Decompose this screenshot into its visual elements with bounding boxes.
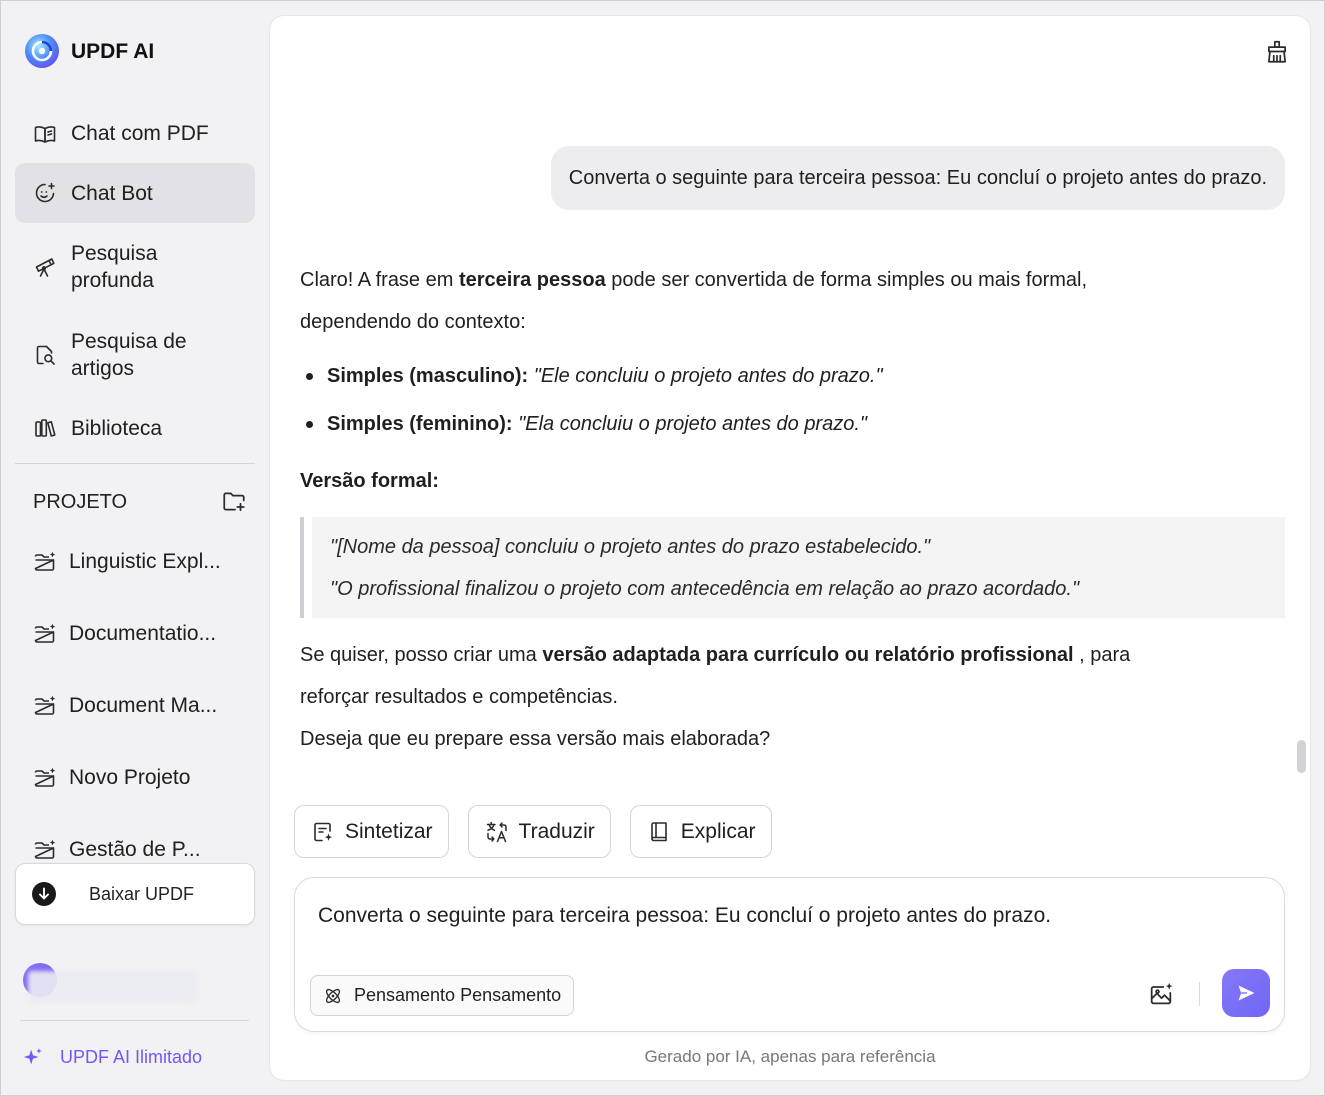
download-icon bbox=[32, 882, 56, 906]
project-item[interactable] bbox=[15, 598, 255, 670]
upgrade-label: UPDF AI Ilimitado bbox=[60, 1047, 203, 1067]
project-item[interactable] bbox=[15, 670, 255, 742]
project-name: Linguistic Expl... bbox=[69, 550, 221, 573]
folder-sparkle-icon bbox=[33, 694, 57, 718]
book-icon bbox=[647, 820, 671, 844]
message-input[interactable] bbox=[318, 900, 1258, 934]
nav-item-biblioteca[interactable] bbox=[15, 398, 255, 458]
action-label: Sintetizar bbox=[345, 819, 433, 843]
app-title: UPDF AI bbox=[71, 40, 155, 63]
project-item[interactable] bbox=[15, 742, 255, 814]
composer-divider bbox=[1199, 982, 1200, 1006]
chat-panel bbox=[270, 16, 1310, 1080]
library-icon bbox=[33, 416, 57, 440]
translate-icon bbox=[485, 820, 509, 844]
send-button[interactable] bbox=[1222, 969, 1270, 1017]
project-list bbox=[15, 526, 255, 861]
nav-label-line: artigos bbox=[71, 356, 135, 380]
chatbot-icon bbox=[33, 181, 57, 205]
thinking-label: Pensamento Pensamento bbox=[354, 985, 562, 1005]
document-search-icon bbox=[33, 343, 57, 367]
response-bullet bbox=[300, 403, 883, 445]
response-bullet bbox=[300, 355, 883, 397]
response-offer bbox=[300, 634, 1130, 760]
response-text: Se quiser, posso criar uma bbox=[300, 644, 543, 666]
telescope-icon bbox=[33, 255, 57, 279]
nav-label-line: Pesquisa de bbox=[71, 329, 187, 353]
scrollbar-thumb[interactable] bbox=[1297, 740, 1306, 773]
send-icon bbox=[1234, 981, 1258, 1005]
summarize-icon bbox=[311, 820, 335, 844]
thinking-toggle[interactable] bbox=[310, 975, 574, 1016]
main-nav bbox=[15, 104, 255, 458]
response-bold: terceira pessoa bbox=[458, 269, 606, 291]
broom-icon[interactable] bbox=[1264, 39, 1290, 65]
nav-item-label: Chat com PDF bbox=[71, 122, 209, 145]
user-name-redacted bbox=[28, 971, 198, 1003]
project-name: Documentatio... bbox=[69, 622, 217, 645]
project-name: Gestão de P... bbox=[69, 838, 201, 861]
response-bold: versão adaptada para currículo ou relatório profissional bbox=[542, 644, 1074, 666]
response-question: Deseja que eu prepare essa versão mais elaborada? bbox=[300, 728, 771, 750]
sidebar-divider bbox=[15, 463, 255, 464]
explicar-button[interactable] bbox=[630, 805, 772, 858]
download-label: Baixar UPDF bbox=[89, 883, 195, 904]
action-label: Explicar bbox=[680, 819, 756, 843]
project-item[interactable] bbox=[15, 526, 255, 598]
project-name: Novo Projeto bbox=[69, 766, 191, 789]
formal-heading: Versão formal: bbox=[300, 470, 439, 492]
response-text: Claro! A frase em bbox=[300, 269, 459, 291]
sidebar bbox=[0, 0, 270, 1096]
message-composer bbox=[294, 877, 1285, 1032]
quote-line: "O profissional finalizou o projeto com antecedência em relação ao prazo acordado." bbox=[330, 578, 1080, 600]
sintetizar-button[interactable] bbox=[294, 805, 449, 858]
bullet-text: "Ela concluiu o projeto antes do prazo." bbox=[518, 413, 867, 435]
nav-item-pesquisa-de-artigos[interactable] bbox=[15, 311, 255, 398]
image-add-icon[interactable] bbox=[1147, 980, 1175, 1008]
folder-sparkle-icon bbox=[33, 622, 57, 646]
response-text: pode ser convertida de forma simples ou mais formal, bbox=[605, 269, 1088, 291]
sparkle-icon bbox=[22, 1046, 44, 1068]
atom-icon bbox=[323, 986, 343, 1006]
download-updf-button[interactable] bbox=[15, 863, 255, 925]
nav-label-line: Pesquisa bbox=[71, 242, 158, 265]
traduzir-button[interactable] bbox=[468, 805, 611, 858]
nav-item-label bbox=[71, 240, 157, 294]
ai-disclaimer: Gerado por IA, apenas para referência bbox=[644, 1047, 936, 1066]
response-text: dependendo do contexto: bbox=[300, 311, 526, 333]
nav-item-chat-bot[interactable] bbox=[15, 163, 255, 223]
response-bullets bbox=[300, 355, 883, 451]
user-message: Converta o seguinte para terceira pessoa: Eu concluí o projeto antes do prazo. bbox=[551, 146, 1285, 210]
bullet-label: Simples (masculino): bbox=[327, 365, 529, 387]
response-intro bbox=[300, 259, 1087, 343]
folder-sparkle-icon bbox=[33, 550, 57, 574]
bullet-text: "Ele concluiu o projeto antes do prazo." bbox=[533, 365, 883, 387]
nav-item-label bbox=[71, 328, 187, 382]
folder-sparkle-icon bbox=[33, 838, 57, 862]
response-text: reforçar resultados e competências. bbox=[300, 686, 618, 708]
folder-sparkle-icon bbox=[33, 766, 57, 790]
sidebar-divider bbox=[20, 1020, 249, 1021]
nav-item-pesquisa-profunda[interactable] bbox=[15, 223, 255, 311]
project-name: Document Ma... bbox=[69, 694, 218, 717]
projects-header: PROJETO bbox=[33, 491, 128, 513]
book-open-icon bbox=[33, 122, 57, 146]
quote-line: "[Nome da pessoa] concluiu o projeto antes do prazo estabelecido." bbox=[330, 536, 931, 558]
nav-item-label: Chat Bot bbox=[71, 181, 153, 205]
nav-item-chat-com-pdf[interactable] bbox=[15, 104, 255, 163]
response-text: , para bbox=[1073, 644, 1131, 666]
nav-label-line: profunda bbox=[71, 269, 154, 292]
folder-plus-icon[interactable] bbox=[221, 488, 247, 514]
action-label: Traduzir bbox=[518, 819, 595, 843]
formal-quote bbox=[300, 517, 1285, 618]
upgrade-link[interactable] bbox=[22, 1045, 202, 1069]
bullet-label: Simples (feminino): bbox=[327, 413, 513, 435]
quick-actions bbox=[294, 805, 772, 858]
formal-quote-body bbox=[312, 517, 1285, 618]
nav-item-label: Biblioteca bbox=[71, 416, 163, 440]
updf-ai-logo-icon[interactable] bbox=[24, 33, 60, 69]
